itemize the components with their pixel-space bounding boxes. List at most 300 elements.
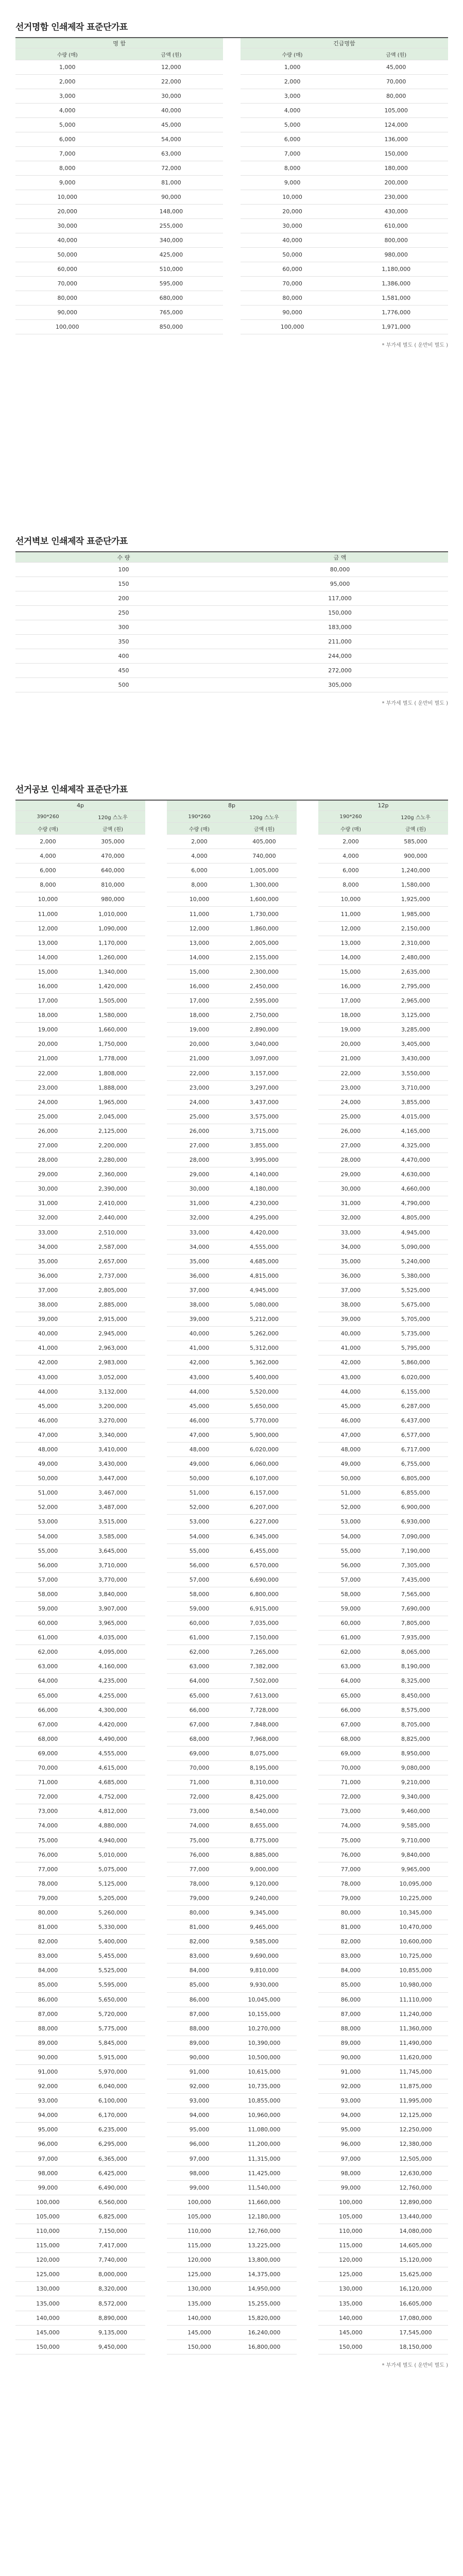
qty-cell: 98,000 [167, 2166, 232, 2180]
column-gap [145, 1659, 167, 1674]
qty-cell: 140,000 [167, 2311, 232, 2325]
qty-cell: 12,000 [15, 921, 80, 936]
amount-cell: 7,502,000 [232, 1674, 297, 1688]
column-gap [145, 1153, 167, 1167]
amount-cell: 72,000 [119, 161, 224, 176]
amount-cell: 1,860,000 [232, 921, 297, 936]
amount-cell: 2,805,000 [80, 1283, 145, 1297]
amount-cell: 136,000 [344, 132, 448, 147]
amount-cell: 16,800,000 [232, 2340, 297, 2354]
amount-cell: 4,555,000 [232, 1240, 297, 1254]
amount-cell: 5,675,000 [383, 1298, 448, 1312]
qty-cell: 60,000 [241, 262, 345, 277]
qty-cell: 66,000 [167, 1703, 232, 1717]
column-header-amount: 금 액 [232, 552, 448, 563]
amount-cell: 3,430,000 [80, 1457, 145, 1471]
column-gap [145, 2224, 167, 2239]
qty-cell: 12,000 [318, 921, 383, 936]
qty-cell: 145,000 [167, 2325, 232, 2340]
qty-cell: 10,000 [318, 892, 383, 907]
amount-cell: 10,345,000 [383, 1905, 448, 1920]
qty-cell: 67,000 [318, 1717, 383, 1732]
table-row [15, 1819, 448, 1833]
qty-cell: 79,000 [318, 1891, 383, 1905]
amount-cell: 1,925,000 [383, 892, 448, 907]
qty-cell: 91,000 [318, 2064, 383, 2079]
amount-cell: 1,260,000 [80, 950, 145, 964]
column-gap [145, 1703, 167, 1717]
qty-cell: 19,000 [167, 1023, 232, 1037]
qty-cell: 59,000 [318, 1601, 383, 1616]
column-gap [145, 1746, 167, 1760]
table-row [15, 1095, 448, 1109]
amount-cell: 8,655,000 [232, 1819, 297, 1833]
table-row [15, 1790, 448, 1804]
column-gap [145, 1645, 167, 1659]
amount-cell: 1,090,000 [80, 921, 145, 936]
table-row [15, 892, 448, 907]
amount-cell: 14,375,000 [232, 2267, 297, 2282]
table-row [15, 2195, 448, 2209]
table-row [15, 1544, 448, 1558]
amount-cell: 2,045,000 [80, 1109, 145, 1124]
qty-cell: 32,000 [15, 1211, 80, 1225]
amount-cell: 1,971,000 [344, 320, 448, 334]
qty-cell: 26,000 [15, 1124, 80, 1138]
qty-cell: 74,000 [167, 1819, 232, 1833]
column-gap [145, 1268, 167, 1283]
column-gap [145, 1211, 167, 1225]
group-header-12p: 12p [318, 801, 448, 811]
column-gap [297, 2224, 318, 2239]
amount-cell: 2,595,000 [232, 994, 297, 1008]
qty-cell: 65,000 [167, 1688, 232, 1703]
qty-cell: 88,000 [318, 2021, 383, 2036]
column-gap [145, 1891, 167, 1905]
table-row [15, 291, 448, 306]
column-gap [297, 950, 318, 964]
amount-cell: 3,995,000 [232, 1153, 297, 1167]
amount-cell: 15,820,000 [232, 2311, 297, 2325]
qty-cell: 36,000 [15, 1268, 80, 1283]
amount-cell: 2,150,000 [383, 921, 448, 936]
table-row [15, 1211, 448, 1225]
table-row [15, 1008, 448, 1023]
column-gap [145, 1920, 167, 1935]
amount-cell: 1,580,000 [80, 1008, 145, 1023]
column-gap [145, 1283, 167, 1297]
qty-cell: 4,000 [318, 849, 383, 863]
column-gap [145, 2239, 167, 2253]
column-gap [145, 2036, 167, 2050]
section-title [15, 535, 448, 548]
table-row [15, 1703, 448, 1717]
table-row [15, 606, 448, 620]
column-gap [297, 1037, 318, 1052]
amount-cell: 15,255,000 [232, 2296, 297, 2311]
table-row [15, 1052, 448, 1066]
qty-cell: 90,000 [318, 2050, 383, 2064]
table-row [15, 1761, 448, 1775]
amount-cell: 2,005,000 [232, 936, 297, 950]
amount-cell: 4,295,000 [232, 1211, 297, 1225]
amount-cell: 2,737,000 [80, 1268, 145, 1283]
qty-cell: 2,000 [15, 835, 80, 849]
qty-cell: 87,000 [15, 2007, 80, 2021]
column-header-qty: 수량 (매) [318, 823, 383, 835]
qty-cell: 53,000 [318, 1515, 383, 1529]
amount-cell: 11,745,000 [383, 2064, 448, 2079]
table-row [15, 161, 448, 176]
amount-cell: 2,890,000 [232, 1023, 297, 1037]
qty-cell: 125,000 [15, 2267, 80, 2282]
qty-cell: 78,000 [318, 1876, 383, 1891]
amount-cell: 7,150,000 [232, 1631, 297, 1645]
qty-cell: 15,000 [318, 964, 383, 979]
section-title-sub: 표준단가표 [87, 536, 128, 547]
column-gap [145, 1688, 167, 1703]
qty-cell: 64,000 [318, 1674, 383, 1688]
table-row [15, 1312, 448, 1327]
column-gap [297, 1905, 318, 1920]
qty-cell: 73,000 [167, 1804, 232, 1819]
table-row [15, 248, 448, 262]
table-row [15, 1587, 448, 1601]
column-gap [145, 1848, 167, 1862]
section-bulletin [15, 783, 448, 2368]
column-gap [297, 892, 318, 907]
amount-cell: 70,000 [344, 75, 448, 89]
table-row [15, 1196, 448, 1211]
amount-cell: 105,000 [344, 104, 448, 118]
amount-cell: 810,000 [80, 878, 145, 892]
amount-cell: 11,360,000 [383, 2021, 448, 2036]
amount-cell: 2,450,000 [232, 979, 297, 993]
table-row [15, 2180, 448, 2195]
amount-cell: 5,260,000 [80, 1905, 145, 1920]
column-gap [297, 1399, 318, 1413]
qty-cell: 8,000 [15, 161, 119, 176]
table-row [15, 1442, 448, 1456]
column-gap [145, 2151, 167, 2166]
qty-cell: 84,000 [167, 1963, 232, 1978]
amount-cell: 5,650,000 [80, 1992, 145, 2007]
amount-cell: 2,440,000 [80, 1211, 145, 1225]
column-gap [223, 132, 241, 147]
amount-cell: 5,720,000 [80, 2007, 145, 2021]
column-gap [297, 1254, 318, 1268]
qty-cell: 75,000 [15, 1833, 80, 1848]
amount-cell: 2,750,000 [232, 1008, 297, 1023]
column-gap [145, 2267, 167, 2282]
amount-cell: 148,000 [119, 205, 224, 219]
qty-cell: 70,000 [318, 1761, 383, 1775]
column-gap [297, 863, 318, 878]
table-row [15, 1645, 448, 1659]
qty-cell: 52,000 [167, 1500, 232, 1515]
amount-cell: 124,000 [344, 118, 448, 132]
amount-cell: 6,060,000 [232, 1457, 297, 1471]
qty-cell: 25,000 [167, 1109, 232, 1124]
table-row [15, 1558, 448, 1572]
qty-cell: 94,000 [167, 2108, 232, 2123]
qty-cell: 84,000 [318, 1963, 383, 1978]
column-gap [145, 1572, 167, 1587]
amount-cell: 11,315,000 [232, 2151, 297, 2166]
qty-cell: 41,000 [167, 1341, 232, 1355]
amount-cell: 7,613,000 [232, 1688, 297, 1703]
amount-cell: 10,725,000 [383, 1949, 448, 1963]
qty-cell: 76,000 [15, 1848, 80, 1862]
table-row [15, 878, 448, 892]
column-gap [145, 2340, 167, 2354]
amount-cell: 3,907,000 [80, 1601, 145, 1616]
qty-cell: 37,000 [15, 1283, 80, 1297]
column-gap [145, 1182, 167, 1196]
qty-cell: 20,000 [15, 1037, 80, 1052]
table-row [15, 649, 448, 664]
qty-cell: 86,000 [15, 1992, 80, 2007]
amount-cell: 850,000 [119, 320, 224, 334]
qty-cell: 32,000 [167, 1211, 232, 1225]
amount-cell: 255,000 [119, 219, 224, 233]
amount-cell: 6,490,000 [80, 2180, 145, 2195]
amount-cell: 12,000 [119, 60, 224, 75]
column-gap [297, 1124, 318, 1138]
amount-cell: 8,065,000 [383, 1645, 448, 1659]
amount-cell: 200,000 [344, 176, 448, 190]
qty-cell: 11,000 [15, 907, 80, 921]
qty-cell: 150,000 [318, 2340, 383, 2354]
qty-cell: 76,000 [167, 1848, 232, 1862]
column-gap [145, 1775, 167, 1790]
qty-cell: 77,000 [318, 1862, 383, 1876]
amount-cell: 8,885,000 [232, 1848, 297, 1862]
qty-cell: 62,000 [318, 1645, 383, 1659]
amount-cell: 6,040,000 [80, 2079, 145, 2094]
column-gap [145, 1529, 167, 1544]
amount-cell: 2,280,000 [80, 1153, 145, 1167]
amount-cell: 3,467,000 [80, 1486, 145, 1500]
qty-cell: 72,000 [318, 1790, 383, 1804]
amount-cell: 3,965,000 [80, 1616, 145, 1631]
column-gap [145, 2296, 167, 2311]
column-gap [145, 1471, 167, 1486]
qty-cell: 2,000 [167, 835, 232, 849]
table-row [15, 1775, 448, 1790]
qty-cell: 35,000 [15, 1254, 80, 1268]
amount-cell: 1,776,000 [344, 306, 448, 320]
qty-cell: 14,000 [167, 950, 232, 964]
qty-cell: 60,000 [167, 1616, 232, 1631]
column-header-amount: 금액 (원) [119, 48, 224, 60]
qty-cell: 82,000 [15, 1935, 80, 1949]
qty-cell: 8,000 [241, 161, 345, 176]
qty-cell: 51,000 [15, 1486, 80, 1500]
amount-cell: 4,165,000 [383, 1124, 448, 1138]
column-gap [297, 921, 318, 936]
column-gap [145, 1500, 167, 1515]
table-row [15, 1413, 448, 1428]
column-gap [145, 1037, 167, 1052]
qty-cell: 86,000 [167, 1992, 232, 2007]
amount-cell: 3,515,000 [80, 1515, 145, 1529]
qty-cell: 100,000 [15, 320, 119, 334]
table-row [15, 2282, 448, 2296]
qty-cell: 44,000 [15, 1384, 80, 1399]
column-gap [297, 2239, 318, 2253]
qty-cell: 2,000 [318, 835, 383, 849]
column-gap [145, 2094, 167, 2108]
qty-cell: 115,000 [318, 2239, 383, 2253]
amount-cell: 2,587,000 [80, 1240, 145, 1254]
qty-cell: 73,000 [15, 1804, 80, 1819]
amount-cell: 6,805,000 [383, 1471, 448, 1486]
amount-cell: 11,240,000 [383, 2007, 448, 2021]
amount-cell: 3,410,000 [80, 1442, 145, 1456]
qty-cell: 83,000 [318, 1949, 383, 1963]
column-gap [297, 1225, 318, 1240]
column-gap [297, 1674, 318, 1688]
amount-cell: 3,645,000 [80, 1544, 145, 1558]
column-gap [145, 1544, 167, 1558]
qty-cell: 48,000 [15, 1442, 80, 1456]
qty-cell: 450 [15, 664, 232, 678]
column-gap [297, 1587, 318, 1601]
qty-cell: 29,000 [167, 1167, 232, 1182]
amount-cell: 800,000 [344, 233, 448, 248]
amount-cell: 765,000 [119, 306, 224, 320]
amount-cell: 4,470,000 [383, 1153, 448, 1167]
qty-cell: 35,000 [167, 1254, 232, 1268]
qty-cell: 29,000 [318, 1167, 383, 1182]
amount-cell: 5,075,000 [80, 1862, 145, 1876]
table-row [15, 1963, 448, 1978]
column-gap [145, 1066, 167, 1080]
amount-cell: 11,080,000 [232, 2123, 297, 2137]
qty-cell: 18,000 [318, 1008, 383, 1023]
qty-cell: 100,000 [318, 2195, 383, 2209]
qty-cell: 57,000 [318, 1572, 383, 1587]
amount-cell: 16,240,000 [232, 2325, 297, 2340]
amount-cell: 3,840,000 [80, 1587, 145, 1601]
amount-cell: 3,710,000 [383, 1080, 448, 1095]
column-gap [297, 1645, 318, 1659]
qty-cell: 6,000 [15, 132, 119, 147]
table-row [15, 1268, 448, 1283]
table-row [15, 936, 448, 950]
qty-cell: 140,000 [318, 2311, 383, 2325]
column-gap [297, 1095, 318, 1109]
qty-cell: 52,000 [15, 1500, 80, 1515]
amount-cell: 1,005,000 [232, 863, 297, 878]
qty-cell: 66,000 [318, 1703, 383, 1717]
column-gap [297, 964, 318, 979]
amount-cell: 6,020,000 [232, 1442, 297, 1456]
amount-cell: 470,000 [80, 849, 145, 863]
qty-cell: 12,000 [167, 921, 232, 936]
column-gap [297, 2296, 318, 2311]
qty-cell: 51,000 [318, 1486, 383, 1500]
amount-cell: 3,437,000 [232, 1095, 297, 1109]
column-gap [297, 1471, 318, 1486]
amount-cell: 40,000 [119, 104, 224, 118]
table-row [15, 2239, 448, 2253]
amount-cell: 5,845,000 [80, 2036, 145, 2050]
column-gap [223, 205, 241, 219]
table-row [15, 2137, 448, 2151]
amount-cell: 5,262,000 [232, 1327, 297, 1341]
amount-cell: 3,770,000 [80, 1572, 145, 1587]
amount-cell: 5,400,000 [232, 1370, 297, 1384]
column-gap [297, 1023, 318, 1037]
amount-cell: 6,365,000 [80, 2151, 145, 2166]
column-gap [297, 1935, 318, 1949]
qty-cell: 8,000 [167, 878, 232, 892]
qty-cell: 16,000 [318, 979, 383, 993]
qty-cell: 20,000 [167, 1037, 232, 1052]
column-gap [145, 2079, 167, 2094]
vat-note: * 부가세 별도 ( 운반비 별도 ) [382, 701, 448, 706]
column-gap [145, 2137, 167, 2151]
amount-cell: 4,230,000 [232, 1196, 297, 1211]
qty-cell: 35,000 [318, 1254, 383, 1268]
column-gap [145, 2166, 167, 2180]
qty-cell: 85,000 [15, 1978, 80, 1992]
amount-cell: 15,120,000 [383, 2253, 448, 2267]
amount-cell: 6,915,000 [232, 1601, 297, 1616]
qty-cell: 22,000 [167, 1066, 232, 1080]
amount-cell: 8,705,000 [383, 1717, 448, 1732]
qty-cell: 21,000 [167, 1052, 232, 1066]
table-row [15, 1601, 448, 1616]
qty-cell: 14,000 [15, 950, 80, 964]
qty-cell: 2,000 [241, 75, 345, 89]
qty-cell: 120,000 [167, 2253, 232, 2267]
amount-cell: 2,657,000 [80, 1254, 145, 1268]
column-gap [297, 2094, 318, 2108]
column-gap [297, 979, 318, 993]
amount-cell: 3,125,000 [383, 1008, 448, 1023]
amount-cell: 5,330,000 [80, 1920, 145, 1935]
table-row [15, 2267, 448, 2282]
qty-cell: 71,000 [15, 1775, 80, 1790]
amount-cell: 15,625,000 [383, 2267, 448, 2282]
table-row [15, 863, 448, 878]
amount-cell: 6,437,000 [383, 1413, 448, 1428]
table-row [15, 1992, 448, 2007]
qty-cell: 57,000 [167, 1572, 232, 1587]
qty-cell: 150,000 [167, 2340, 232, 2354]
table-row [15, 2340, 448, 2354]
qty-cell: 80,000 [15, 291, 119, 306]
column-gap [297, 878, 318, 892]
qty-cell: 67,000 [167, 1717, 232, 1732]
qty-cell: 97,000 [15, 2151, 80, 2166]
qty-cell: 59,000 [167, 1601, 232, 1616]
amount-cell: 6,900,000 [383, 1500, 448, 1515]
column-gap [223, 233, 241, 248]
qty-cell: 82,000 [318, 1935, 383, 1949]
column-gap [145, 2311, 167, 2325]
column-gap [223, 89, 241, 104]
table-row [15, 1471, 448, 1486]
column-gap [145, 1138, 167, 1153]
amount-cell: 3,447,000 [80, 1471, 145, 1486]
amount-cell: 17,080,000 [383, 2311, 448, 2325]
amount-cell: 3,270,000 [80, 1413, 145, 1428]
qty-cell: 80,000 [318, 1905, 383, 1920]
